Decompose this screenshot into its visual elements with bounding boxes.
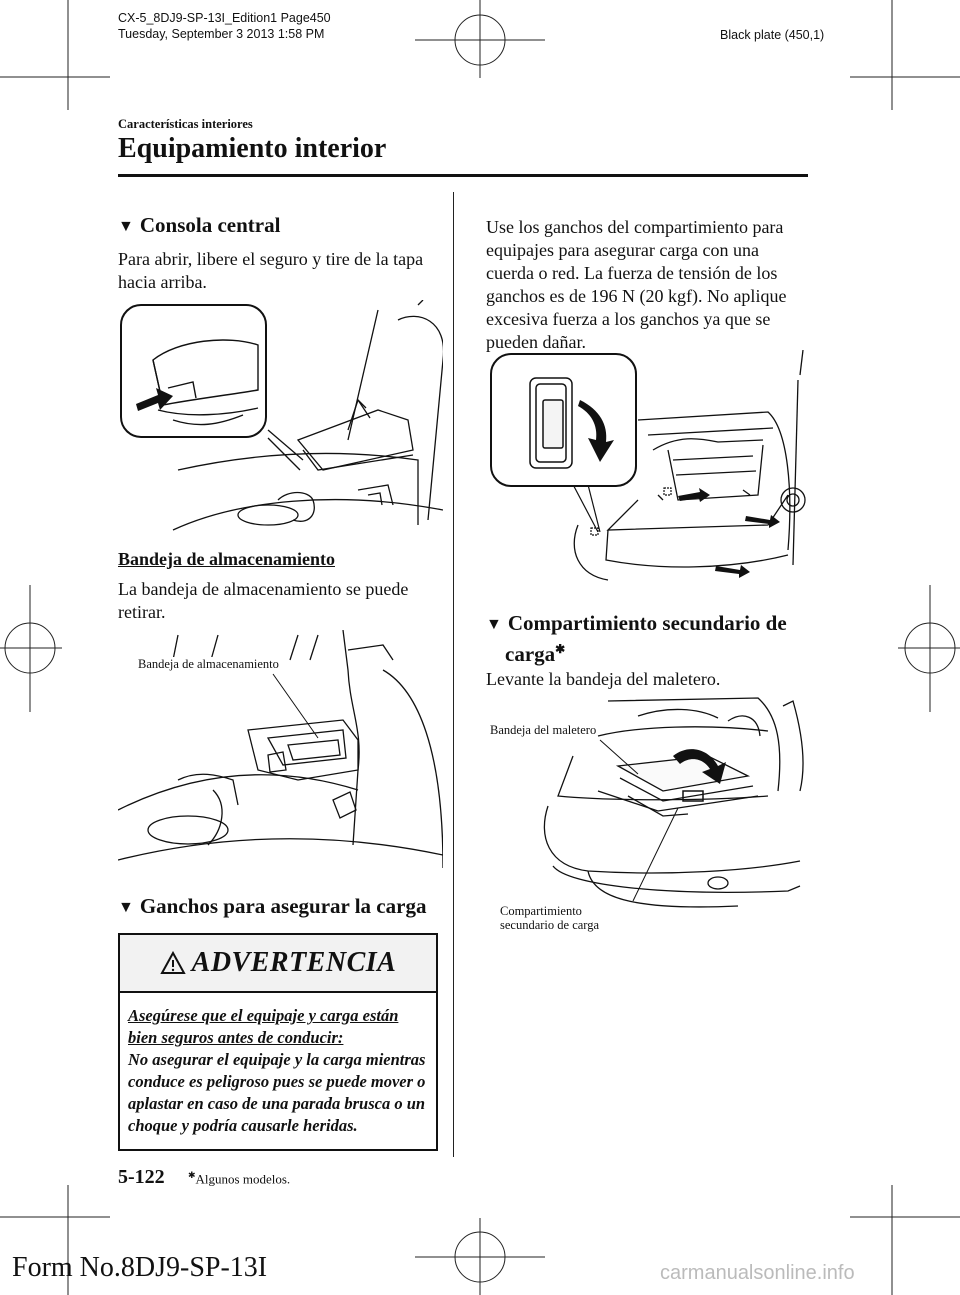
header-rule xyxy=(118,174,808,177)
plate-label: Black plate (450,1) xyxy=(720,28,825,42)
consola-text: Para abrir, libere el seguro y tire de la tapa hacia arriba. xyxy=(118,249,424,292)
heading-consola-central: ▼ Consola central xyxy=(118,213,281,237)
chapter-title: Equipamiento interior xyxy=(118,133,387,164)
print-meta-line2: Tuesday, September 3 2013 1:58 PM xyxy=(118,27,325,41)
triangle-bullet-icon: ▼ xyxy=(118,218,134,235)
heading-compartimiento-line2: carga✱ xyxy=(505,642,566,666)
warning-body xyxy=(120,993,436,1137)
asterisk-icon: ✱ xyxy=(188,1170,196,1180)
ganchos-text: Use los ganchos del compartimiento para equipajes para asegurar carga con una cuerda o red. La fuerza de tensión de los ganchos es de 196 N (20 kgf). No aplique excesiva fuerza a los ganchos ya que se pueden dañar. xyxy=(486,217,787,352)
warning-lead: Asegúrese que el equipaje y carga están bien seguros antes de conducir: xyxy=(128,1006,399,1047)
asterisk-icon: ✱ xyxy=(555,642,566,656)
warning-text: No asegurar el equipaje y la carga mientras conduce es peligroso pues se puede mover o aplastar en caso de una parada brusca o un choque y podría causarle heridas. xyxy=(128,1050,426,1135)
triangle-bullet-icon: ▼ xyxy=(118,899,134,916)
page-number: 5-122 xyxy=(118,1166,165,1188)
console-illustration xyxy=(118,300,443,540)
print-meta-line1: CX-5_8DJ9-SP-13I_Edition1 Page450 xyxy=(118,11,331,25)
section-label: Características interiores xyxy=(118,117,253,131)
bandeja-text: La bandeja de almacenamiento se puede retirar. xyxy=(118,579,409,622)
warning-header xyxy=(120,935,436,993)
warning-title: ADVERTENCIA xyxy=(191,947,397,978)
watermark: carmanualsonline.info xyxy=(660,1262,855,1284)
heading-compartimiento: ▼ Compartimiento secundario de xyxy=(486,611,787,635)
callout-bandeja-maletero: Bandeja del maletero xyxy=(490,723,597,737)
compart-text: Levante la bandeja del maletero. xyxy=(486,669,721,689)
cargo-hooks-illustration xyxy=(488,350,806,582)
print-meta xyxy=(118,10,331,42)
warning-box xyxy=(118,933,438,1151)
triangle-bullet-icon: ▼ xyxy=(486,616,502,633)
subheading-bandeja: Bandeja de almacenamiento xyxy=(118,549,335,569)
form-number: Form No.8DJ9-SP-13I xyxy=(12,1252,268,1283)
callout-bandeja-almacenamiento: Bandeja de almacenamiento xyxy=(138,657,279,671)
warning-triangle-icon xyxy=(160,951,186,975)
footnote: ✱Algunos modelos. xyxy=(188,1170,291,1187)
column-divider xyxy=(453,192,454,1157)
callout-compartimiento: Compartimiento secundario de carga xyxy=(500,904,600,932)
heading-ganchos: ▼ Ganchos para asegurar la carga xyxy=(118,894,427,918)
